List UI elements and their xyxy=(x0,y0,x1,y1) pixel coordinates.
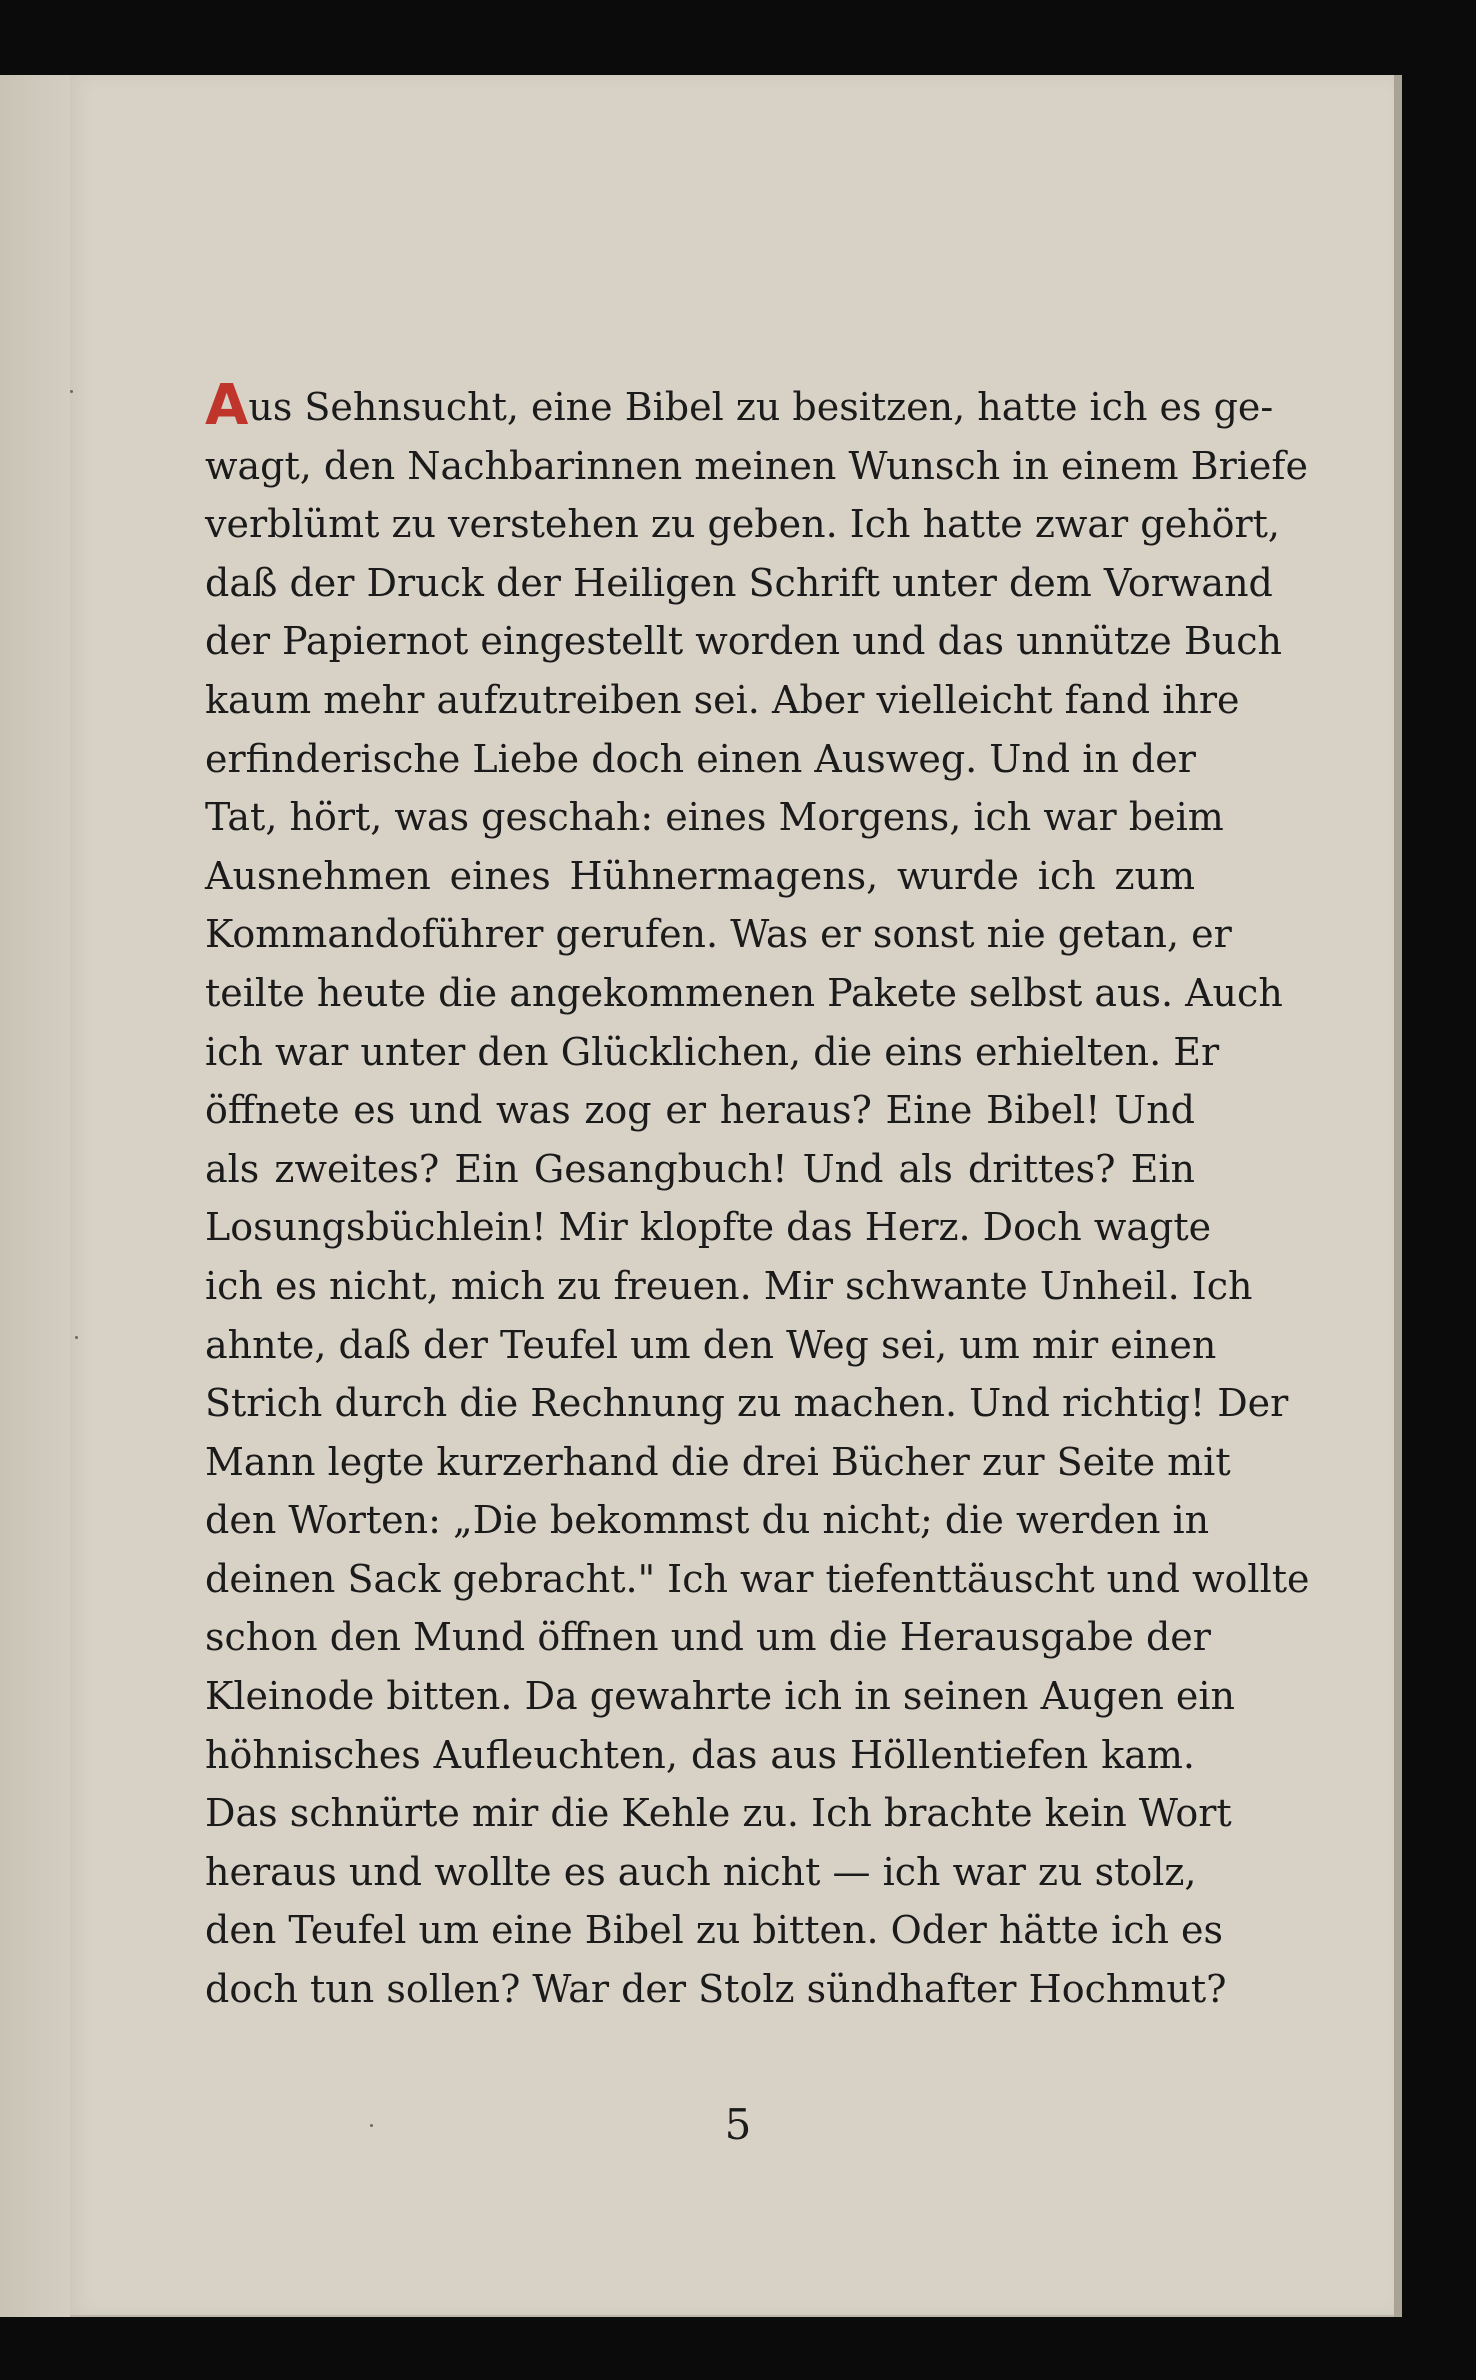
text-line: höhnisches Aufleuchten, das aus Höllentiefen kam. xyxy=(205,1732,1195,1777)
text-line: Strich durch die Rechnung zu machen. Und richtig! Der xyxy=(205,1381,1289,1426)
text-line: ich es nicht, mich zu freuen. Mir schwante Unheil. Ich xyxy=(205,1263,1253,1308)
text-line xyxy=(205,373,1274,438)
text-line: öffnete es und was zog er heraus? Eine Bibel! Und xyxy=(205,1088,1195,1133)
text-line: den Teufel um eine Bibel zu bitten. Oder hätte ich es xyxy=(205,1908,1224,1953)
text-line-content: us Sehnsucht, eine Bibel zu besitzen, hatte ich es ge- xyxy=(248,385,1274,429)
dropcap: A xyxy=(205,373,249,438)
text-line: doch tun sollen? War der Stolz sündhafter Hochmut? xyxy=(205,1967,1227,2012)
text-line: wagt, den Nachbarinnen meinen Wunsch in einem Briefe xyxy=(205,443,1308,488)
text-line: Ausnehmen eines Hühnermagens, wurde ich zum xyxy=(205,853,1195,898)
page-right-edge xyxy=(1394,75,1402,2317)
paper-speck xyxy=(70,390,73,393)
page-number: 5 xyxy=(724,2100,752,2149)
text-line: daß der Druck der Heiligen Schrift unter dem Vorwand xyxy=(205,560,1273,605)
text-line: erfinderische Liebe doch einen Ausweg. Und in der xyxy=(205,736,1196,781)
text-line: verblümt zu verstehen zu geben. Ich hatte zwar gehört, xyxy=(205,502,1280,547)
text-line: deinen Sack gebracht." Ich war tiefenttäuscht und wollte xyxy=(205,1556,1310,1601)
text-line: ich war unter den Glücklichen, die eins erhielten. Er xyxy=(205,1029,1220,1074)
text-line: teilte heute die angekommenen Pakete selbst aus. Auch xyxy=(205,970,1283,1015)
text-line: Tat, hört, was geschah: eines Morgens, ich war beim xyxy=(205,795,1224,840)
text-line: Kommandoführer gerufen. Was er sonst nie getan, er xyxy=(205,912,1232,957)
text-line: Das schnürte mir die Kehle zu. Ich brachte kein Wort xyxy=(205,1791,1232,1836)
text-line: Losungsbüchlein! Mir klopfte das Herz. Doch wagte xyxy=(205,1205,1212,1250)
text-line: Kleinode bitten. Da gewahrte ich in seinen Augen ein xyxy=(205,1674,1235,1719)
text-line: kaum mehr aufzutreiben sei. Aber vielleicht fand ihre xyxy=(205,677,1240,722)
gutter-shadow xyxy=(0,75,70,2317)
text-line: den Worten: „Die bekommst du nicht; die werden in xyxy=(205,1498,1210,1543)
text-line: heraus und wollte es auch nicht — ich war zu stolz, xyxy=(205,1849,1197,1894)
text-line: schon den Mund öffnen und um die Herausgabe der xyxy=(205,1615,1211,1660)
text-line: der Papiernot eingestellt worden und das unnütze Buch xyxy=(205,619,1283,664)
text-line: als zweites? Ein Gesangbuch! Und als drittes? Ein xyxy=(205,1146,1195,1191)
text-line: ahnte, daß der Teufel um den Weg sei, um mir einen xyxy=(205,1322,1217,1367)
text-line: Mann legte kurzerhand die drei Bücher zur Seite mit xyxy=(205,1439,1231,1484)
paper-speck xyxy=(75,1336,78,1339)
body-text xyxy=(205,373,1310,2019)
